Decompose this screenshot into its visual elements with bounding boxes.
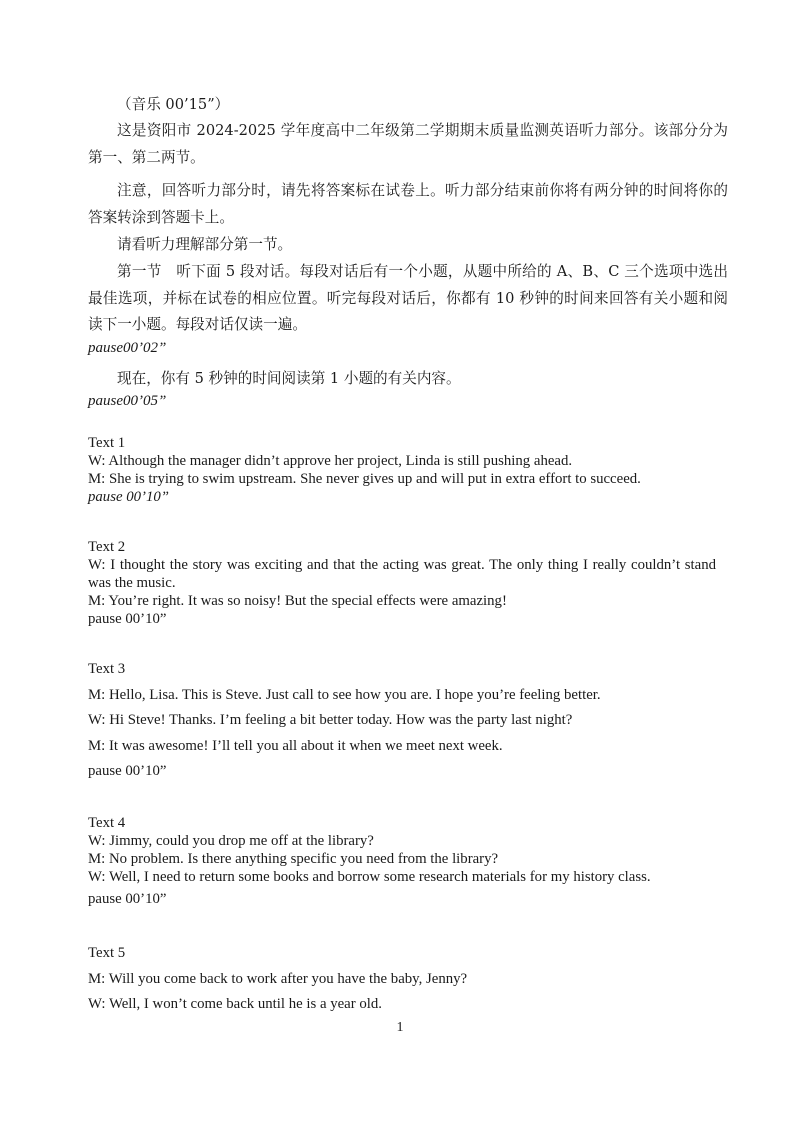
dialogue-line: W: Well, I won’t come back until he is a year old. [88,996,382,1012]
dialogue-line: M: Hello, Lisa. This is Steve. Just call to see how you are. I hope you’re feeling better. [88,686,601,703]
dialogue-text-1 [88,434,716,506]
intro-paragraph-5: 现在，你有 5 秒钟的时间阅读第 1 小题的有关内容。 [117,370,461,387]
dialogue-text-2 [88,538,716,628]
dialogue-heading: Text 2 [88,539,126,555]
intro-paragraph-2: 注意，回答听力部分时，请先将答案标在试卷上。听力部分结束前你将有两分钟的时间将你的答案转涂到答题卡上。 [88,182,728,226]
intro-paragraph-1: 这是资阳市 2024-2025 学年度高中二年级第二学期期末质量监测英语听力部分。该部分分为第一、第二两节。 [88,122,728,166]
page-number: 1 [396,1020,404,1035]
section-one-instructions: 第一节 听下面 5 段对话。每段对话后有一个小题，从题中所给的 A、B、C 三个选项中选出最佳选项，并标在试卷的相应位置。听完每段对话后，你都有 10 秒钟的时间来回答有关小题和阅读下一小题。每段对话仅读一遍。 [88,263,728,333]
dialogue-line: W: Although the manager didn’t approve her project, Linda is still pushing ahead. [88,453,573,469]
dialogue-heading: Text 1 [88,435,126,451]
dialogue-heading: Text 3 [88,661,126,677]
dialogue-line: W: Well, I need to return some books and borrow some research materials for my history class. [88,869,651,885]
dialogue-line: W: Jimmy, could you drop me off at the library? [88,833,374,849]
pause-marker: pause 00’10” [88,489,169,505]
dialogue-text-4 [88,814,716,912]
dialogue-line: W: I thought the story was exciting and that the acting was great. The only thing I really couldn’t stand was the music. [88,557,716,591]
intro-paragraph-3: 请看听力理解部分第一节。 [117,236,293,253]
dialogue-line: M: It was awesome! I’ll tell you all about it when we meet next week. [88,737,503,754]
dialogue-text-3 [88,657,716,785]
pause-marker: pause 00’10” [88,763,167,779]
dialogue-heading: Text 4 [88,815,126,831]
pause-marker: pause 00’10” [88,611,167,627]
dialogue-line: M: She is trying to swim upstream. She never gives up and will put in extra effort to succeed. [88,471,641,487]
dialogue-heading: Text 5 [88,945,126,961]
dialogue-line: M: You’re right. It was so noisy! But the special effects were amazing! [88,593,507,609]
music-note: （音乐 00’15”） [117,96,230,113]
dialogue-line: M: Will you come back to work after you have the baby, Jenny? [88,970,468,987]
pause-marker: pause00’02” [88,340,167,356]
dialogue-text-5 [88,941,716,1018]
dialogue-line: W: Hi Steve! Thanks. I’m feeling a bit better today. How was the party last night? [88,712,573,728]
pause-marker: pause 00’10” [88,891,167,907]
dialogue-line: M: No problem. Is there anything specific you need from the library? [88,851,499,867]
pause-marker: pause00’05” [88,393,167,409]
